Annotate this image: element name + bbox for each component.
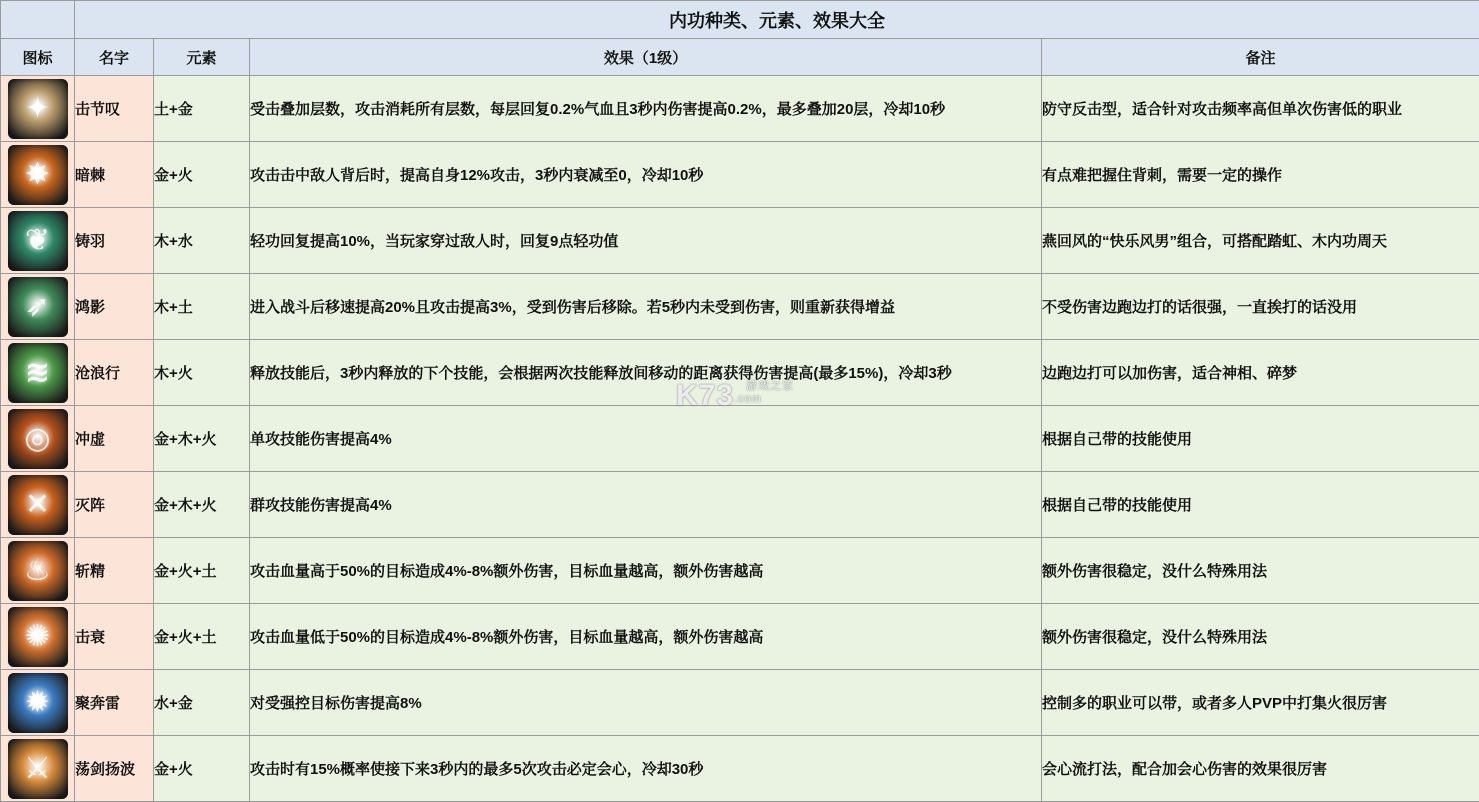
row-note: 有点难把握住背刺，需要一定的操作 <box>1042 142 1479 208</box>
flame-blade-neigong-icon: ♨ <box>8 541 68 601</box>
row-effect: 单攻技能伤害提高4% <box>250 406 1042 472</box>
row-name: 斩精 <box>75 538 154 604</box>
header-icon: 图标 <box>1 39 75 76</box>
table-body <box>1 76 1479 802</box>
row-name: 沧浪行 <box>75 340 154 406</box>
green-bird-neigong-icon: ➶ <box>8 277 68 337</box>
title-corner <box>1 1 75 39</box>
row-element: 金+火+土 <box>154 538 250 604</box>
table-row <box>1 208 1479 274</box>
table-row <box>1 670 1479 736</box>
table-row <box>1 736 1479 802</box>
table-row <box>1 406 1479 472</box>
watermark-logo: K73 <box>676 379 734 412</box>
table-row <box>1 142 1479 208</box>
row-element: 土+金 <box>154 76 250 142</box>
page-title: 内功种类、元素、效果大全 <box>75 1 1479 39</box>
row-element: 金+木+火 <box>154 472 250 538</box>
icon-cell <box>1 472 75 538</box>
icon-cell <box>1 538 75 604</box>
row-effect: 攻击击中敌人背后时，提高自身12%攻击，3秒内衰减至0，冷却10秒 <box>250 142 1042 208</box>
row-note: 根据自己带的技能使用 <box>1042 472 1479 538</box>
table-row <box>1 538 1479 604</box>
row-note: 会心流打法，配合加会心伤害的效果很厉害 <box>1042 736 1479 802</box>
row-effect: 攻击时有15%概率使接下来3秒内的最多5次攻击必定会心，冷却30秒 <box>250 736 1042 802</box>
icon-cell <box>1 736 75 802</box>
row-element: 水+金 <box>154 670 250 736</box>
icon-cell <box>1 76 75 142</box>
header-row <box>1 39 1479 76</box>
fire-thorn-neigong-icon: ✸ <box>8 145 68 205</box>
row-element: 金+木+火 <box>154 406 250 472</box>
row-element: 金+火+土 <box>154 604 250 670</box>
fire-target-neigong-icon: ◎ <box>8 409 68 469</box>
row-effect: 攻击血量高于50%的目标造成4%-8%额外伤害，目标血量越高，额外伤害越高 <box>250 538 1042 604</box>
header-note: 备注 <box>1042 39 1479 76</box>
row-effect: 进入战斗后移速提高20%且攻击提高3%，受到伤害后移除。若5秒内未受到伤害，则重新获得增益 <box>250 274 1042 340</box>
header-name: 名字 <box>75 39 154 76</box>
row-name: 击衰 <box>75 604 154 670</box>
green-wave-neigong-icon: ≋ <box>8 343 68 403</box>
row-element: 木+土 <box>154 274 250 340</box>
row-name: 冲虚 <box>75 406 154 472</box>
row-element: 木+水 <box>154 208 250 274</box>
row-note: 不受伤害边跑边打的话很强，一直挨打的话没用 <box>1042 274 1479 340</box>
row-name: 灭阵 <box>75 472 154 538</box>
row-effect: 释放技能后，3秒内释放的下个技能，会根据两次技能释放间移动的距离获得伤害提高(最多15%)，冷却3秒 <box>250 340 1042 406</box>
watermark-sub: 游戏之家 <box>746 377 794 393</box>
title-row <box>1 1 1479 39</box>
row-element: 金+火 <box>154 736 250 802</box>
icon-cell <box>1 142 75 208</box>
row-name: 暗棘 <box>75 142 154 208</box>
row-name: 铸羽 <box>75 208 154 274</box>
row-effect: 攻击血量低于50%的目标造成4%-8%额外伤害，目标血量越高，额外伤害越高 <box>250 604 1042 670</box>
sword-flame-neigong-icon: ⚔ <box>8 739 68 799</box>
header-effect: 效果（1级） <box>250 39 1042 76</box>
row-element: 金+火 <box>154 142 250 208</box>
row-name: 鸿影 <box>75 274 154 340</box>
row-note: 控制多的职业可以带，或者多人PVP中打集火很厉害 <box>1042 670 1479 736</box>
watermark <box>676 379 734 413</box>
row-name: 聚奔雷 <box>75 670 154 736</box>
header-element: 元素 <box>154 39 250 76</box>
icon-cell <box>1 406 75 472</box>
icon-cell <box>1 670 75 736</box>
icon-cell <box>1 274 75 340</box>
row-note: 边跑边打可以加伤害，适合神相、碎梦 <box>1042 340 1479 406</box>
table-row <box>1 472 1479 538</box>
row-effect: 受击叠加层数，攻击消耗所有层数，每层回复0.2%气血且3秒内伤害提高0.2%，最多叠加20层，冷却10秒 <box>250 76 1042 142</box>
row-note: 额外伤害很稳定，没什么特殊用法 <box>1042 538 1479 604</box>
table-row <box>1 274 1479 340</box>
row-note: 额外伤害很稳定，没什么特殊用法 <box>1042 604 1479 670</box>
icon-cell <box>1 208 75 274</box>
row-effect: 对受强控目标伤害提高8% <box>250 670 1042 736</box>
thunder-orb-neigong-icon: ✹ <box>8 673 68 733</box>
table-row <box>1 76 1479 142</box>
icon-cell <box>1 604 75 670</box>
crossed-swords-neigong-icon: ✕ <box>8 475 68 535</box>
row-element: 木+火 <box>154 340 250 406</box>
row-name: 荡剑扬波 <box>75 736 154 802</box>
table-row <box>1 604 1479 670</box>
green-feather-neigong-icon: ❦ <box>8 211 68 271</box>
earth-gold-neigong-icon: ✦ <box>8 79 68 139</box>
row-note: 防守反击型，适合针对攻击频率高但单次伤害低的职业 <box>1042 76 1479 142</box>
watermark-domain: .com <box>734 393 762 405</box>
row-name: 击节叹 <box>75 76 154 142</box>
row-effect: 群攻技能伤害提高4% <box>250 472 1042 538</box>
row-effect: 轻功回复提高10%，当玩家穿过敌人时，回复9点轻功值 <box>250 208 1042 274</box>
row-note: 燕回风的“快乐风男”组合，可搭配踏虹、木内功周天 <box>1042 208 1479 274</box>
flame-strike-neigong-icon: ✺ <box>8 607 68 667</box>
row-note: 根据自己带的技能使用 <box>1042 406 1479 472</box>
icon-cell <box>1 340 75 406</box>
